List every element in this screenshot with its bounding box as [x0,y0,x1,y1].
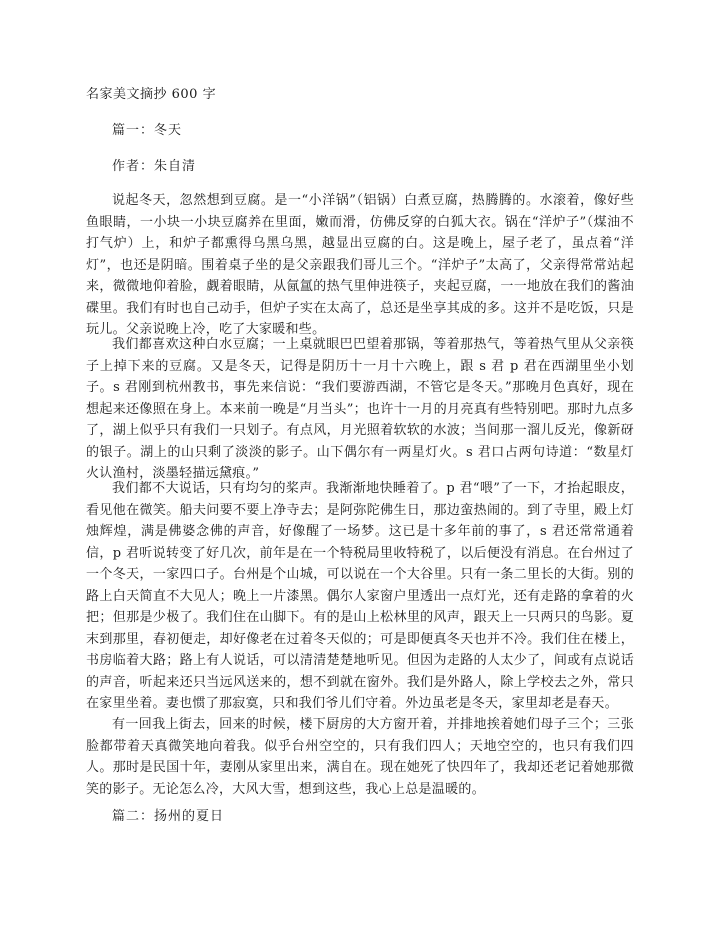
paragraph-1: 说起冬天，忽然想到豆腐。是一“小洋锅”（铝锅）白煮豆腐，热腾腾的。水滚着，像好些鱼眼睛，一小块一小块豆腐养在里面，嫩而滑，仿佛反穿的白狐大衣。锅在“洋炉子”（煤油不打气炉）上，和炉子都熏得乌黑乌黑，越显出豆腐的白。这是晚上，屋子老了，虽点着“洋灯”，也还是阴暗。围着桌子坐的是父亲跟我们哥儿三个。“洋炉子”太高了，父亲得常常站起来，微微地仰着脸，觑着眼睛，从氤氲的热气里伸进筷子，夹起豆腐，一一地放在我们的酱油碟里。我们有时也自己动手，但炉子实在太高了，总还是坐享其成的多。这并不是吃饭，只是玩儿。父亲说晚上冷，吃了大家暖和些。 [86,193,634,337]
paragraph-2: 我们都喜欢这种白水豆腐；一上桌就眼巴巴望着那锅，等着那热气，等着热气里从父亲筷子上掉下来的豆腐。又是冬天，记得是阴历十一月十六晚上，跟 s 君 p 君在西湖里坐小划子。s 君刚到杭州教书，事先来信说：“我们要游西湖，不管它是冬天。”那晚月色真好，现在想起来还像照在身上。本来前一晚是“月当头”；也许十一月的月亮真有些特别吧。那时九点多了，湖上似乎只有我们一只划子。有点风，月光照着软软的水波；当间那一溜儿反光，像新砑的银子。湖上的山只剩了淡淡的影子。山下偶尔有一两星灯火。s 君口占两句诗道：“数星灯火认渔村，淡墨轻描远黛痕。” [86,337,634,481]
document-title: 名家美文摘抄 600 字 [86,87,217,102]
author-line: 作者：朱自清 [112,159,197,174]
paragraph-3: 我们都不大说话，只有均匀的桨声。我渐渐地快睡着了。p 君“喂”了一下，才抬起眼皮，看见他在微笑。船夫问要不要上净寺去；是阿弥陀佛生日，那边蛮热闹的。到了寺里，殿上灯烛辉煌，满是佛婆念佛的声音，好像醒了一场梦。这已是十多年前的事了，s 君还常常通着信，p 君听说转变了好几次，前年是在一个特税局里收特税了，以后便没有消息。在台州过了一个冬天，一家四口子。台州是个山城，可以说在一个大谷里。只有一条二里长的大街。别的路上白天简直不大见人；晚上一片漆黑。偶尔人家窗户里透出一点灯光，还有走路的拿着的火把；但那是少极了。我们住在山脚下。有的是山上松林里的风声，跟天上一只两只的鸟影。夏末到那里，春初便走，却好像老在过着冬天似的；可是即便真冬天也并不冷。我们住在楼上，书房临着大路；路上有人说话，可以清清楚楚地听见。但因为走路的人太少了，间或有点说话的声音，听起来还只当远风送来的，想不到就在窗外。我们是外路人，除上学校去之外，常只在家里坐着。妻也惯了那寂寞，只和我们爷儿们守着。外边虽老是冬天，家里却老是春天。 [86,481,634,711]
paragraph-4: 有一回我上街去，回来的时候，楼下厨房的大方窗开着，并排地挨着她们母子三个；三张脸都带着天真微笑地向着我。似乎台州空空的，只有我们四人；天地空空的，也只有我们四人。那时是民国十年，妻刚从家里出来，满自在。现在她死了快四年了，我却还老记着她那微笑的影子。无论怎么冷，大风大雪，想到这些，我心上总是温暖的。 [86,717,634,797]
section-2-heading: 篇二：扬州的夏日 [112,809,225,824]
section-1-heading: 篇一：冬天 [112,123,183,138]
